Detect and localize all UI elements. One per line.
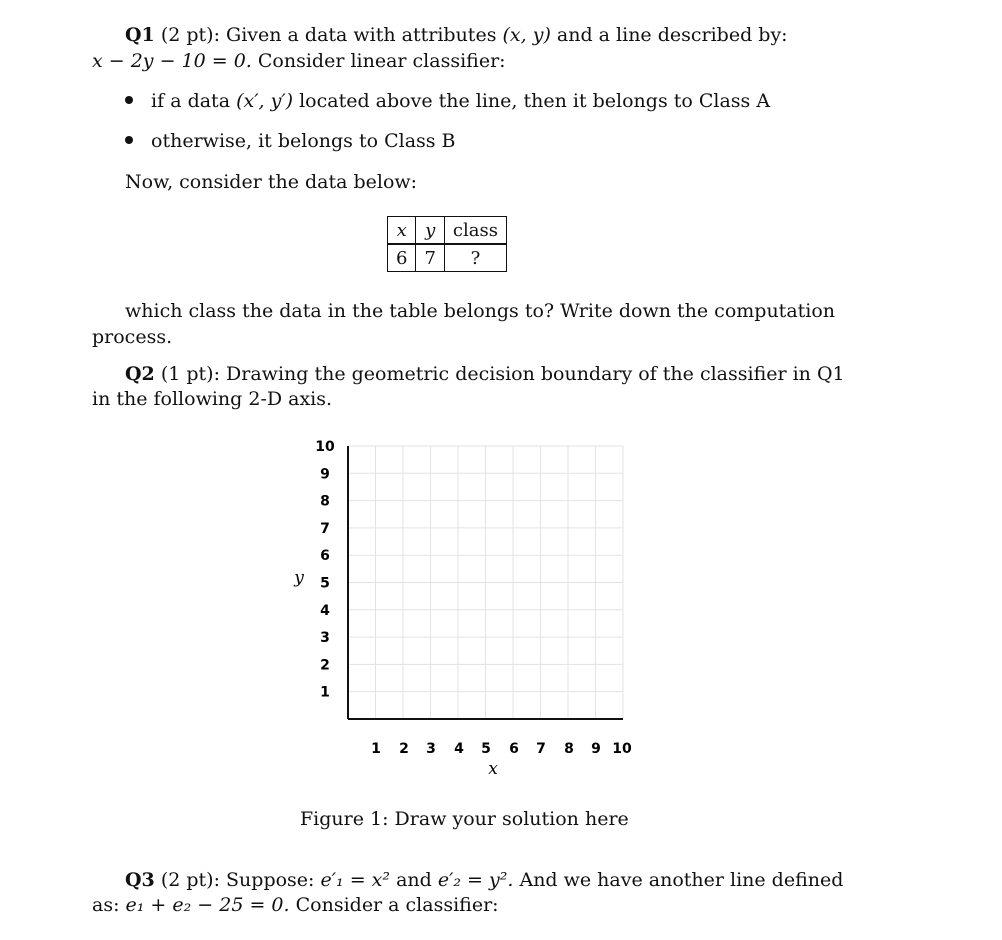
bullet-1-math: (x′, y′) (236, 90, 294, 112)
q1-intro: Given a data with attributes (226, 24, 497, 46)
table-header-x: x (388, 217, 416, 245)
x-axis-label: x (488, 759, 498, 779)
q3-and: and (396, 869, 432, 891)
q3-equation: e₁ + e₂ − 25 = 0. (125, 894, 290, 916)
x-tick-label: 3 (426, 741, 436, 757)
y-tick-label: 5 (320, 575, 330, 592)
y-axis-label: y (294, 568, 304, 588)
x-tick-label: 10 (612, 741, 632, 757)
q3-text1: And we have another line defined (519, 869, 844, 891)
q2-text: Drawing the geometric decision boundary of the classifier in Q1 (226, 363, 845, 385)
q3-suppose: Suppose: (226, 869, 315, 891)
y-tick-label: 3 (320, 630, 330, 647)
y-tick-label: 8 (320, 493, 330, 510)
x-tick-label: 2 (399, 741, 409, 757)
y-tick-label: 1 (320, 684, 330, 701)
y-tick-label: 9 (320, 466, 330, 483)
q3-math1: e′₁ = x² (320, 869, 391, 891)
table-cell-x: 6 (388, 244, 416, 272)
y-tick-label: 6 (320, 548, 330, 565)
plot-gridlines (348, 446, 623, 719)
q3-as: as: (92, 894, 120, 916)
q1-attrs: (x, y) (502, 24, 551, 46)
bullet-1-post: located above the line, then it belongs to Class A (299, 90, 771, 112)
x-tick-labels (371, 741, 632, 757)
bullet-1-pre: if a data (151, 90, 231, 112)
q3-text2: Consider a classifier: (295, 894, 499, 916)
q2-line2: in the following 2-D axis. (92, 388, 333, 410)
q1-label: Q1 (125, 24, 155, 46)
bullet-2-text: otherwise, it belongs to Class B (151, 130, 456, 152)
table-cell-class: ? (444, 244, 506, 272)
y-tick-label: 4 (320, 602, 330, 619)
q1-now: Now, consider the data below: (125, 171, 418, 193)
x-tick-label: 9 (591, 741, 601, 757)
x-tick-label: 5 (481, 741, 491, 757)
y-tick-label: 7 (320, 520, 330, 537)
q2-points: (1 pt): (160, 363, 220, 385)
q3-line2 (92, 894, 499, 916)
q1-question-line2: process. (92, 326, 173, 348)
x-tick-label: 1 (371, 741, 381, 757)
x-tick-label: 4 (454, 741, 464, 757)
y-tick-labels (315, 439, 335, 701)
x-tick-label: 6 (509, 741, 519, 757)
q1-question-line1: which class the data in the table belongs to? Write down the computation (125, 300, 836, 322)
table-cell-y: 7 (416, 244, 444, 272)
y-tick-label: 2 (320, 657, 330, 674)
q3-line1 (125, 869, 843, 891)
q1-equation: x − 2y − 10 = 0. (92, 50, 252, 72)
x-tick-label: 7 (536, 741, 546, 757)
table-header-class: class (444, 217, 506, 245)
q3-math2: e′₂ = y². (437, 869, 514, 891)
q3-points: (2 pt): (160, 869, 220, 891)
y-tick-label: 10 (315, 439, 335, 455)
q1-intro3: Consider linear classifier: (257, 50, 506, 72)
q2-label: Q2 (125, 363, 155, 385)
table-header-y: y (416, 217, 444, 245)
q3-label: Q3 (125, 869, 155, 891)
q1-intro2: and a line described by: (556, 24, 788, 46)
q1-points: (2 pt): (160, 24, 220, 46)
x-tick-label: 8 (564, 741, 574, 757)
figure-caption: Figure 1: Draw your solution here (300, 808, 629, 830)
